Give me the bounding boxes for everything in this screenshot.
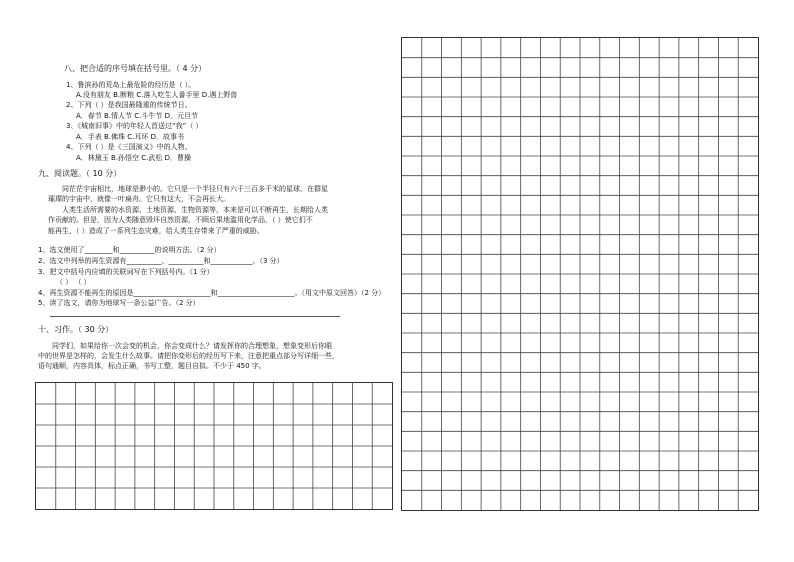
answer-line [50, 316, 340, 317]
section8-q2: 2、下列（ ）是我国最隆重的传统节日。 [66, 101, 192, 109]
essay-writing-grid-left[interactable] [35, 382, 393, 510]
section8-q3: 3、《城南旧事》中的年轻人首送过“我”（ ） [66, 122, 203, 130]
section9-q5: 5、读了选文，请你为地球写一条公益广告。（2 分） [38, 299, 200, 307]
section9-title: 九、阅读题。（ 10 分） [38, 169, 122, 178]
passage-line: 作贡献的。但是，因为人类随意毁坏自然资源，不顾后果地滥用化学品，（ ）使它们不 [48, 216, 313, 224]
section9-q2: 2、选文中列举的再生资源有__________、__________和____________。（3 分） [38, 257, 284, 265]
passage-line: 同茫茫宇宙相比，地球是渺小的。它只是一个半径只有六千三百多千米的星球。在群星 [62, 185, 328, 193]
section8-q3-options: A．手表 B.佛珠 C.耳环 D．故事书 [76, 133, 184, 141]
section8-q4: 4、下列（ ）是《三国演义》中的人物。 [66, 143, 192, 151]
section9-q3-blanks: （ ） （ ） [56, 278, 91, 286]
essay-prompt-line: 同学们，如果给你一次会变的机会，你会变成什么？请发挥你的合理想象，想象变形后你眼 [52, 342, 332, 350]
section8-q4-options: A．林黛玉 B.孙悟空 C.武松 D．曹操 [76, 154, 191, 162]
section9-q1: 1、选文使用了________和__________的说明方法。（2 分） [38, 246, 221, 254]
section9-q3: 3、把文中括号内应填的关联词写在下列括号内。（1 分） [38, 268, 214, 276]
section10-title: 十、习作。（ 30 分） [38, 325, 114, 334]
passage-line: 人类生活所需要的水资源、土地资源、生物资源等，本来是可以不断再生，长期给人类 [62, 206, 328, 214]
section8-q1: 1、鲁滨孙的荒岛上最危险的经历是（ ）。 [66, 81, 196, 89]
section9-q4: 4、再生资源不能再生的原因是______________________和______________________。（用文中原文回答）（2 分） [38, 289, 386, 297]
passage-line: 能再生，（ ）造成了一系列生态灾难，给人类生存带来了严重的威胁。 [48, 227, 264, 235]
passage-line: 璀璨的宇宙中，就像一叶扁舟。它只有这大，不会再长大。 [48, 195, 230, 203]
essay-writing-grid-right[interactable] [401, 37, 759, 511]
section8-title: 八、把合适的序号填在括号里。（ 4 分） [64, 64, 207, 73]
section8-q1-options: A.没有朋友 B.断粮 C.落入吃生人番手里 D.遇上野兽 [76, 91, 238, 99]
essay-prompt-line: 中的世界是怎样的，会发生什么故事。请把你变形后的经历写下来，注意把重点部分写详细一些， [38, 352, 339, 360]
grid-lines [36, 383, 392, 509]
section8-q2-options: A．春节 B.情人节 C.斗牛节 D．元旦节 [76, 112, 198, 120]
grid-lines [402, 38, 758, 510]
essay-prompt-line: 语句通顺，内容具体，标点正确，书写工整，题目自拟。不少于 450 字。 [38, 362, 266, 370]
